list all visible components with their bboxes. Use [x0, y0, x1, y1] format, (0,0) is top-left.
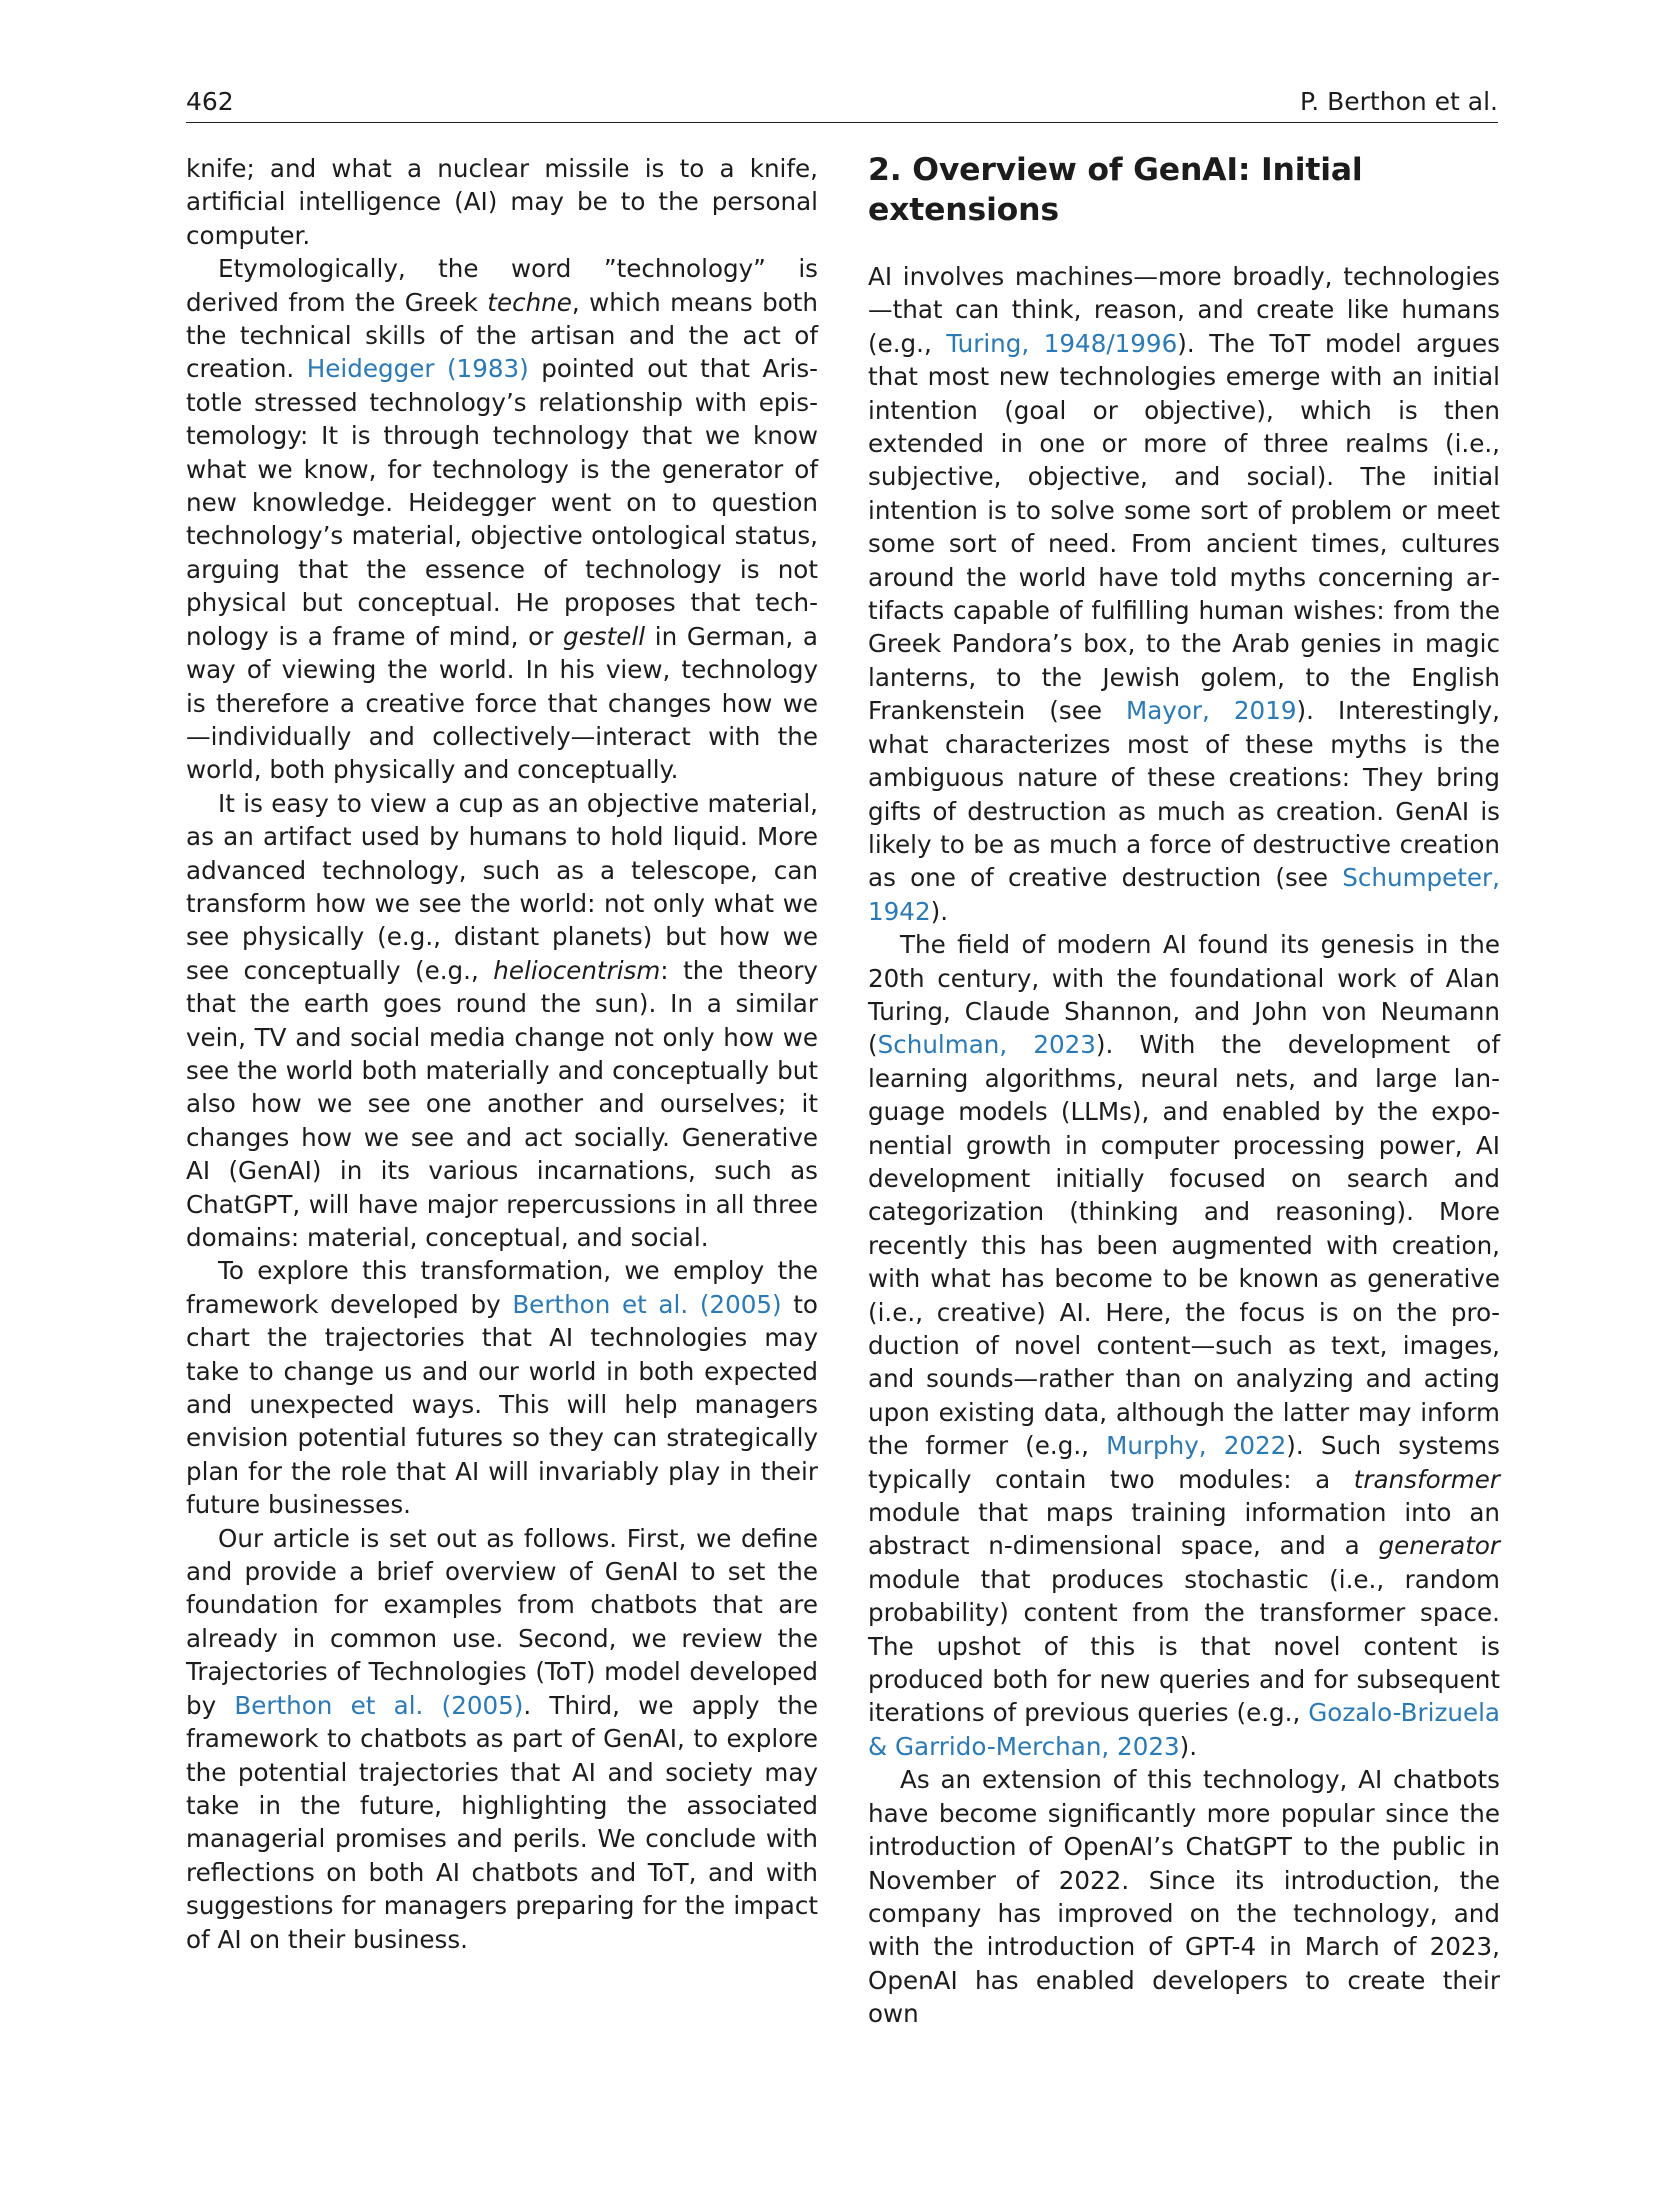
paragraph-etymology: Etymologically, the word ”technology” is derived from the Greek techne, which means both the technical skills of the artisan and the act of creation. Heidegger (1983) pointed out that Aristotle stressed technology’s relationship with epistemology: It is through technology that we know what we know, for technology is the generator of new knowledge. Heidegger went on to question technology’s material, objective ontological status, arguing that the essence of technology is not physical but conceptual. He proposes that technology is a frame of mind, or gestell in German, a way of viewing the world. In his view, technology is therefore a creative force that changes how we—individually and collectively—interact with the world, both physically and conceptually.	[186, 254, 819, 785]
section-heading: 2. Overview of GenAI: Initial extensions	[868, 152, 1363, 228]
left-column	[186, 152, 818, 1956]
running-authors: P. Berthon et al.	[1300, 87, 1498, 116]
paragraph-chatbots: As an extension of this technology, AI chatbots have become significantly more popular since the introduction of OpenAI’s ChatGPT to the public in November of 2022. Since its introduction, the company has improved on the technology, and with the introduction of GPT-4 in March of 2023, OpenAI has enabled developers to create their own	[868, 1765, 1500, 2029]
paragraph-framework: To explore this transformation, we employ the framework developed by Berthon et al. (2005) to chart the trajectories that AI technologies may take to change us and our world in both expected and unexpected ways. This will help managers envision potential futures so they can strategically plan for the role that AI will invariably play in their future businesses.	[186, 1256, 818, 1520]
running-header	[186, 82, 1498, 123]
citation-link[interactable]: Heidegger (1983)	[306, 354, 529, 384]
term-techne: techne	[487, 287, 572, 317]
citation-link[interactable]: Berthon et al. (2005)	[234, 1690, 524, 1720]
term-transformer: transformer	[1353, 1464, 1500, 1494]
term-generator: generator	[1378, 1531, 1500, 1561]
page-number: 462	[186, 87, 234, 116]
paragraph-continued: knife; and what a nuclear missile is to a knife, artificial intelligence (AI) may be to the personal computer.	[186, 154, 818, 250]
citation-link[interactable]: Schulman, 2023	[877, 1030, 1096, 1060]
paragraph-cup-example: It is easy to view a cup as an objective material, as an artifact used by humans to hold liquid. More advanced technology, such as a telescope, can transform how we see the world: not only what we see physically (e.g., distant planets) but how we see conceptually (e.g., heliocentrism: the theory that the earth goes round the sun). In a similar vein, TV and social media change not only how we see the world both materially and conceptually but also how we see one another and ourselves; it changes how we see and act socially. Generative AI (GenAI) in its various incarnations, such as ChatGPT, will have major repercussions in all three domains: material, conceptual, and social.	[186, 788, 818, 1252]
citation-link[interactable]: Mayor, 2019	[1126, 696, 1297, 726]
term-heliocentrism: heliocentrism	[493, 955, 661, 985]
citation-link[interactable]: Berthon et al. (2005)	[512, 1289, 782, 1319]
citation-link[interactable]: Schumpeter, 1942	[868, 863, 1500, 926]
paragraph-ai-definition: AI involves machines—more broadly, technologies—that can think, reason, and create like humans (e.g., Turing, 1948/1996). The ToT model argues that most new technologies emerge with an initial intention (goal or objective), which is then extended in one or more of three realms (i.e., subjective, objective, and social). The initial intention is to solve some sort of problem or meet some sort of need. From ancient times, cultures around the world have told myths concerning artifacts capable of fulfilling human wishes: from the Greek Pandora’s box, to the Arab genies in magic lanterns, to the Jewish golem, to the English Frankenstein (see Mayor, 2019). Interestingly, what characterizes most of these myths is the ambiguous nature of these creations: They bring gifts of destruction as much as creation. GenAI is likely to be as much a force of destructive creation as one of creative destruction (see Schumpeter, 1942).	[868, 262, 1500, 926]
citation-link[interactable]: Gozalo-Brizuela & Garrido-Merchan, 2023	[868, 1698, 1500, 1761]
citation-link[interactable]: Turing, 1948/1996	[946, 328, 1178, 358]
right-column	[868, 150, 1500, 2031]
term-gestell: gestell	[563, 621, 646, 651]
paragraph-outline: Our article is set out as follows. First, we define and provide a brief overview of GenAI to set the foundation for examples from chatbots that are already in common use. Second, we review the Trajectories of Technologies (ToT) model developed by Berthon et al. (2005). Third, we apply the framework to chatbots as part of GenAI, to explore the potential trajectories that AI and society may take in the future, highlighting the associated managerial promises and perils. We conclude with reflections on both AI chatbots and ToT, and with suggestions for managers preparing for the impact of AI on their business.	[186, 1523, 818, 1954]
citation-link[interactable]: Murphy, 2022	[1106, 1431, 1287, 1461]
paragraph-modern-ai: The field of modern AI found its genesis in the 20th century, with the foundational work of Alan Turing, Claude Shannon, and John von Neumann (Schulman, 2023). With the development of learning algorithms, neural nets, and large language models (LLMs), and enabled by the exponential growth in computer processing power, AI development initially focused on search and categorization (thinking and reasoning). More recently this has been augmented with creation, with what has become to be known as generative (i.e., creative) AI. Here, the focus is on the production of novel content—such as text, images, and sounds—rather than on analyzing and acting upon existing data, although the latter may inform the former (e.g., Murphy, 2022). Such systems typically contain two modules: a transformer module that maps training information into an abstract n-dimensional space, and a generator module that produces stochastic (i.e., random probability) content from the transformer space. The upshot of this is that novel content is produced both for new queries and for subsequent iterations of previous queries (e.g., Gozalo-Brizuela & Garrido-Merchan, 2023).	[868, 930, 1500, 1761]
